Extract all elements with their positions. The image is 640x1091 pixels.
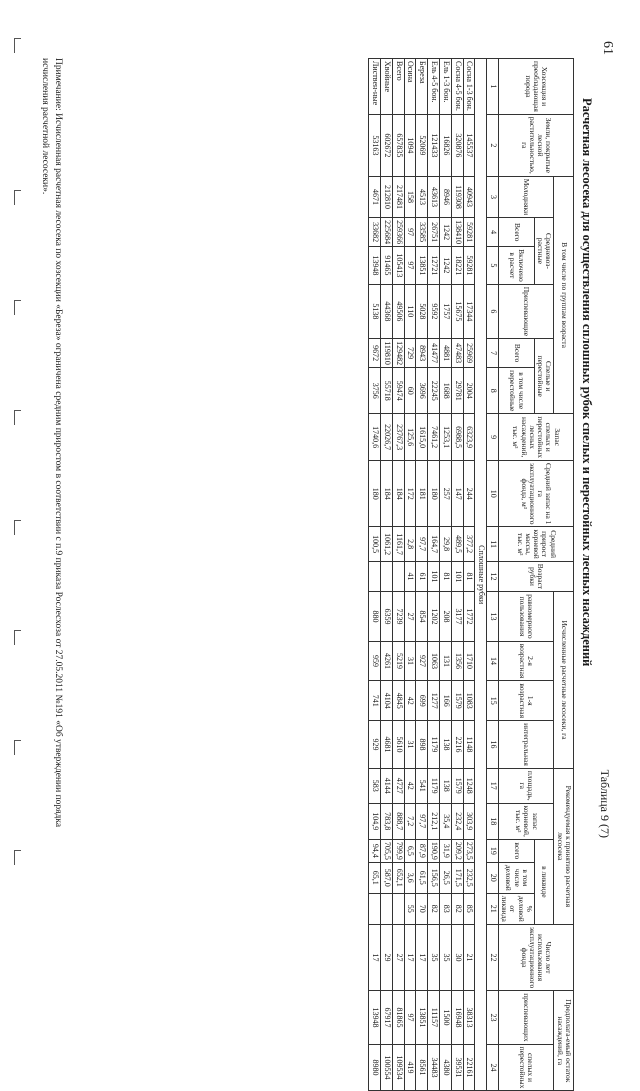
col-header: в ликвиде	[535, 839, 555, 924]
column-number: 7	[487, 339, 499, 368]
table-cell: 208	[440, 592, 452, 641]
col-header: Хозсекция и преобладающая порода	[499, 59, 574, 115]
table-cell: 119810	[381, 339, 393, 368]
table-cell: 31	[404, 721, 416, 769]
table-row	[392, 59, 404, 1091]
table-cell: 1772	[463, 592, 475, 641]
col-header: Всего	[499, 339, 535, 368]
table-cell: 602672	[381, 114, 393, 176]
table-cell: 12721	[428, 247, 440, 285]
table-cell: 1161,7	[392, 527, 404, 561]
page-number: 61	[600, 41, 615, 55]
table-cell: 17	[369, 924, 381, 990]
table-cell: 61	[416, 561, 428, 591]
table-cell: 31,9	[440, 839, 452, 862]
table-cell: 91465	[381, 247, 393, 285]
table-cell: 212810	[381, 176, 393, 217]
table-cell	[381, 561, 393, 591]
table-cell: 52069	[416, 114, 428, 176]
table-cell: 16826	[440, 114, 452, 176]
table-cell: 61,5	[416, 862, 428, 893]
table-cell: 59474	[392, 368, 404, 414]
column-number: 8	[487, 368, 499, 414]
table-cell: 1242	[440, 218, 452, 247]
table-cell: 489,5	[451, 527, 463, 561]
table-row	[369, 59, 381, 1091]
table-row	[381, 59, 393, 1091]
table-cell: 783,8	[381, 803, 393, 839]
table-cell: 1063	[428, 641, 440, 681]
table-cell: 104,9	[369, 803, 381, 839]
col-header: Спелые и перестойные	[535, 339, 555, 414]
table-cell: 3,6	[404, 862, 416, 893]
table-cell: 888,7	[392, 803, 404, 839]
table-cell: 60	[404, 368, 416, 414]
column-number: 22	[487, 924, 499, 990]
table-cell: 1757	[440, 284, 452, 338]
col-header: Предполага-емый остаток насаждений, га	[554, 991, 574, 1091]
row-label: Осина	[404, 59, 416, 115]
table-cell: 232,5	[463, 862, 475, 893]
column-number: 2	[487, 114, 499, 176]
table-cell: 741	[369, 681, 381, 721]
table-cell: 13851	[416, 991, 428, 1044]
table-cell: 180	[428, 461, 440, 527]
table-cell: 652,1	[392, 862, 404, 893]
table-cell: 232,4	[451, 803, 463, 839]
table-title: Расчетная лесосека для осуществления сплошных рубок спелых и перестойных лесных насаждений	[580, 98, 594, 667]
table-cell: 41	[404, 561, 416, 591]
table-cell: 59281	[463, 218, 475, 247]
table-cell: 55718	[381, 368, 393, 414]
table-cell: 11157	[428, 991, 440, 1044]
table-cell: 1356	[451, 641, 463, 681]
col-header: Средний прирост корневой массы, тыс. м³	[499, 527, 574, 561]
table-cell: 82	[428, 893, 440, 924]
table-cell: 7,2	[404, 803, 416, 839]
col-header: Исчисленные расчетные лесосеки, га	[554, 592, 574, 769]
table-cell: 166	[440, 681, 452, 721]
table-cell: 171,5	[451, 862, 463, 893]
table-cell: 81	[463, 561, 475, 591]
table-cell: 3696	[416, 368, 428, 414]
table-cell: 85	[463, 893, 475, 924]
table-cell: 1179	[428, 721, 440, 769]
table-cell: 209,2	[451, 839, 463, 862]
column-number: 13	[487, 592, 499, 641]
column-number: 11	[487, 527, 499, 561]
allowable-cut-table	[368, 58, 574, 1091]
section-label: Сплошные рубки	[475, 59, 487, 1091]
table-cell: 81865	[392, 991, 404, 1044]
table-cell: 4513	[416, 176, 428, 217]
table-cell: 15675	[451, 284, 463, 338]
table-cell: 4671	[369, 176, 381, 217]
table-cell: 1710	[463, 641, 475, 681]
column-number: 1	[487, 59, 499, 115]
row-label: Ель 1-3 бон.	[440, 59, 452, 115]
table-cell: 25969	[463, 339, 475, 368]
table-cell: 26751	[428, 218, 440, 247]
table-cell: 138	[440, 721, 452, 769]
table-cell: 97,7	[416, 527, 428, 561]
column-number: 21	[487, 893, 499, 924]
table-cell: 1094	[404, 114, 416, 176]
table-cell: 22161	[463, 1044, 475, 1091]
col-header: Число лет использования эксплуатационного фонда	[499, 924, 574, 990]
table-cell: 1148	[463, 721, 475, 769]
table-cell: 6323,9	[463, 414, 475, 461]
table-row	[416, 59, 428, 1091]
table-cell: 6359	[381, 592, 393, 641]
table-cell: 657835	[392, 114, 404, 176]
table-cell: 129482	[392, 339, 404, 368]
table-cell: 109534	[392, 1044, 404, 1091]
table-cell: 34483	[428, 1044, 440, 1091]
table-cell: 9672	[369, 339, 381, 368]
table-cell	[381, 893, 393, 924]
table-cell: 4881	[440, 339, 452, 368]
table-cell: 225684	[381, 218, 393, 247]
table-cell: 180	[369, 461, 381, 527]
table-cell: 1179	[428, 768, 440, 803]
table-cell: 30	[451, 924, 463, 990]
table-cell: 1688	[440, 368, 452, 414]
table-cell: 377,2	[463, 527, 475, 561]
table-cell: 4845	[392, 681, 404, 721]
table-cell: 29,8	[440, 527, 452, 561]
table-cell: 16948	[451, 991, 463, 1044]
table-cell: 22245	[428, 368, 440, 414]
table-cell: 1500	[440, 991, 452, 1044]
table-cell: 1248	[463, 768, 475, 803]
table-cell: 172	[404, 461, 416, 527]
table-cell: 217481	[392, 176, 404, 217]
col-header: 2-я возрастная	[499, 641, 555, 681]
table-cell: 42	[404, 681, 416, 721]
table-cell: 2216	[451, 721, 463, 769]
table-cell: 33682	[369, 218, 381, 247]
col-header: Средний запас на 1 га эксплуатационного фонда, м³	[499, 461, 574, 527]
table-cell: 1061,2	[381, 527, 393, 561]
table-cell: 97	[404, 991, 416, 1044]
table-cell: 898	[416, 721, 428, 769]
column-number: 18	[487, 803, 499, 839]
table-cell: 29781	[451, 368, 463, 414]
row-label: Хвойные	[381, 59, 393, 115]
table-cell: 854	[416, 592, 428, 641]
col-header: интегральная	[499, 721, 555, 769]
table-cell: 44368	[381, 284, 393, 338]
row-label: Листвен-ные	[369, 59, 381, 115]
col-header: Рекомендуемая к принятию расчетная лесосека	[554, 768, 574, 924]
table-cell: 29	[381, 924, 393, 990]
table-cell: 1579	[451, 681, 463, 721]
table-cell: 259366	[392, 218, 404, 247]
table-cell: 959	[369, 641, 381, 681]
table-cell: 147	[451, 461, 463, 527]
row-label: Сосна 4-5 бон.	[451, 59, 463, 115]
table-cell: 583	[369, 768, 381, 803]
table-row	[440, 59, 452, 1091]
table-cell	[392, 561, 404, 591]
column-number: 10	[487, 461, 499, 527]
table-cell: 7461,2	[428, 414, 440, 461]
column-number-row	[487, 59, 499, 1091]
table-cell: 27	[392, 924, 404, 990]
table-cell: 27	[404, 592, 416, 641]
table-cell: 8946	[440, 176, 452, 217]
table-cell: 5219	[392, 641, 404, 681]
table-cell: 49506	[392, 284, 404, 338]
column-number: 20	[487, 862, 499, 893]
table-cell: 190,9	[428, 839, 440, 862]
column-number: 3	[487, 176, 499, 217]
col-header: Приспевающие	[499, 284, 555, 338]
table-cell: 55	[404, 893, 416, 924]
table-cell: 1083	[463, 681, 475, 721]
table-cell: 21	[463, 924, 475, 990]
column-number: 19	[487, 839, 499, 862]
table-cell: 1202	[428, 592, 440, 641]
col-header: % деловой от ликвида	[499, 893, 535, 924]
table-cell: 17	[416, 924, 428, 990]
table-cell: 119308	[451, 176, 463, 217]
table-cell: 4144	[381, 768, 393, 803]
table-cell: 1615,0	[416, 414, 428, 461]
column-number: 9	[487, 414, 499, 461]
table-cell: 164,7	[428, 527, 440, 561]
col-header: Средневоз-растные	[535, 218, 555, 285]
table-cell: 100554	[381, 1044, 393, 1091]
col-header: Возраст рубки	[499, 561, 574, 591]
table-cell: 244	[463, 461, 475, 527]
table-cell: 927	[416, 641, 428, 681]
table-cell: 1579	[451, 768, 463, 803]
table-cell: 699	[416, 681, 428, 721]
table-cell: 5028	[416, 284, 428, 338]
table-cell: 5610	[392, 721, 404, 769]
col-header: Земли, покрытые лесной растительностью, га	[499, 114, 574, 176]
column-number: 15	[487, 681, 499, 721]
table-cell: 4727	[392, 768, 404, 803]
table-cell: 729	[404, 339, 416, 368]
table-cell: 97	[404, 247, 416, 285]
column-number: 5	[487, 247, 499, 285]
table-cell: 1277	[428, 681, 440, 721]
table-row	[428, 59, 440, 1091]
table-cell: 1242	[440, 247, 452, 285]
table-cell: 8980	[369, 1044, 381, 1091]
col-header: Включено в расчет	[499, 247, 535, 285]
table-cell: 2004	[463, 368, 475, 414]
table-cell: 273,5	[463, 839, 475, 862]
row-label: Всего	[392, 59, 404, 115]
table-cell	[369, 893, 381, 924]
table-cell: 17344	[463, 284, 475, 338]
col-header: равномерного пользования	[499, 592, 555, 641]
row-label: Ель 4-5 бон.	[428, 59, 440, 115]
column-number: 6	[487, 284, 499, 338]
table-cell: 320876	[451, 114, 463, 176]
table-cell: 43613	[428, 176, 440, 217]
table-number: Таблица 9 (7)	[598, 769, 612, 838]
table-cell: 35,4	[440, 803, 452, 839]
column-number: 24	[487, 1044, 499, 1091]
column-number: 4	[487, 218, 499, 247]
table-cell: 4261	[381, 641, 393, 681]
table-cell: 83	[440, 893, 452, 924]
table-cell: 100,5	[369, 527, 381, 561]
table-cell: 138410	[451, 218, 463, 247]
table-cell: 67917	[381, 991, 393, 1044]
table-cell: 6,5	[404, 839, 416, 862]
table-cell	[369, 561, 381, 591]
table-cell: 5138	[369, 284, 381, 338]
table-cell: 70	[416, 893, 428, 924]
table-cell: 799,9	[392, 839, 404, 862]
table-cell: 4380	[440, 1044, 452, 1091]
table-cell: 23767,3	[392, 414, 404, 461]
table-cell: 53163	[369, 114, 381, 176]
table-cell: 880	[369, 592, 381, 641]
col-header: запас корневой, тыс. м³	[499, 803, 555, 839]
table-cell: 1253,1	[440, 414, 452, 461]
table-cell: 81	[440, 561, 452, 591]
table-cell: 38313	[463, 991, 475, 1044]
table-cell: 39531	[451, 1044, 463, 1091]
col-header: приспевающих	[499, 991, 555, 1044]
col-header: 1-я возрастная	[499, 681, 555, 721]
table-cell: 541	[416, 768, 428, 803]
table-cell: 705,5	[381, 839, 393, 862]
table-cell: 7239	[392, 592, 404, 641]
table-cell: 41477	[428, 339, 440, 368]
table-cell: 101	[451, 561, 463, 591]
table-cell: 35	[428, 924, 440, 990]
table-cell: 125,6	[404, 414, 416, 461]
table-cell: 303,9	[463, 803, 475, 839]
table-cell: 97	[404, 218, 416, 247]
table-cell: 35	[440, 924, 452, 990]
table-cell: 156,5	[428, 862, 440, 893]
table-cell: 4104	[381, 681, 393, 721]
table-cell: 6988,5	[451, 414, 463, 461]
table-cell: 929	[369, 721, 381, 769]
table-cell: 26,5	[440, 862, 452, 893]
table-cell: 138	[440, 768, 452, 803]
row-label: Береза	[416, 59, 428, 115]
table-cell: 94,4	[369, 839, 381, 862]
table-cell: 121433	[428, 114, 440, 176]
col-header: В том числе по группам возраста	[554, 176, 574, 414]
table-cell: 17	[404, 924, 416, 990]
table-cell: 22026,7	[381, 414, 393, 461]
table-cell: 101	[428, 561, 440, 591]
table-cell: 40943	[463, 176, 475, 217]
table-cell: 59281	[463, 247, 475, 285]
col-header: Запас спелых и перестойных лесных насаждений, тыс. м³	[499, 414, 574, 461]
column-number: 23	[487, 991, 499, 1044]
col-header: в том числе перестойные	[499, 368, 535, 414]
table-cell: 131	[440, 641, 452, 681]
table-cell: 257	[440, 461, 452, 527]
column-number: 14	[487, 641, 499, 681]
table-cell: 1740,6	[369, 414, 381, 461]
table-row	[404, 59, 416, 1091]
table-cell	[392, 893, 404, 924]
col-header: спелых и перестойных	[499, 1044, 555, 1091]
column-number: 16	[487, 721, 499, 769]
table-cell: 212,1	[428, 803, 440, 839]
col-header: площадь, га	[499, 768, 555, 803]
table-cell: 87,9	[416, 839, 428, 862]
table-cell: 3756	[369, 368, 381, 414]
table-cell: 2,8	[404, 527, 416, 561]
table-cell: 97,7	[416, 803, 428, 839]
col-header: Всего	[499, 218, 535, 247]
table-cell: 184	[381, 461, 393, 527]
table-cell: 419	[404, 1044, 416, 1091]
table-cell: 82	[451, 893, 463, 924]
table-cell: 8943	[416, 339, 428, 368]
table-cell: 33585	[416, 218, 428, 247]
table-cell: 3177	[451, 592, 463, 641]
column-number: 12	[487, 561, 499, 591]
table-cell: 8561	[416, 1044, 428, 1091]
table-cell: 47483	[451, 339, 463, 368]
column-number: 17	[487, 768, 499, 803]
table-cell: 9592	[428, 284, 440, 338]
table-cell: 31	[404, 641, 416, 681]
footnote: Примечание: Исчисленная расчетная лесосека по хозсекции «Береза» ограничена средним приростом в соответствии с п.9 приказа Рослесхоза от 27.05.2011 №191 «Об утверждении порядка исчисления расчетной лесосеки».	[40, 58, 63, 828]
table-cell: 42	[404, 768, 416, 803]
col-header: Молодняки	[499, 176, 555, 217]
col-header: в том числе деловой	[499, 862, 535, 893]
table-cell: 158	[404, 176, 416, 217]
table-cell: 105413	[392, 247, 404, 285]
table-cell: 110	[404, 284, 416, 338]
col-header: всего	[499, 839, 535, 862]
table-cell: 13948	[369, 991, 381, 1044]
table-cell: 65,1	[369, 862, 381, 893]
table-cell: 4681	[381, 721, 393, 769]
table-cell: 13948	[369, 247, 381, 285]
row-label: Сосна 1-3 бон.	[463, 59, 475, 115]
table-cell: 184	[392, 461, 404, 527]
table-row	[451, 59, 463, 1091]
table-cell: 18221	[451, 247, 463, 285]
table-cell: 587,0	[381, 862, 393, 893]
table-cell: 145537	[463, 114, 475, 176]
table-cell: 181	[416, 461, 428, 527]
table-cell: 13851	[416, 247, 428, 285]
table-row	[463, 59, 475, 1091]
